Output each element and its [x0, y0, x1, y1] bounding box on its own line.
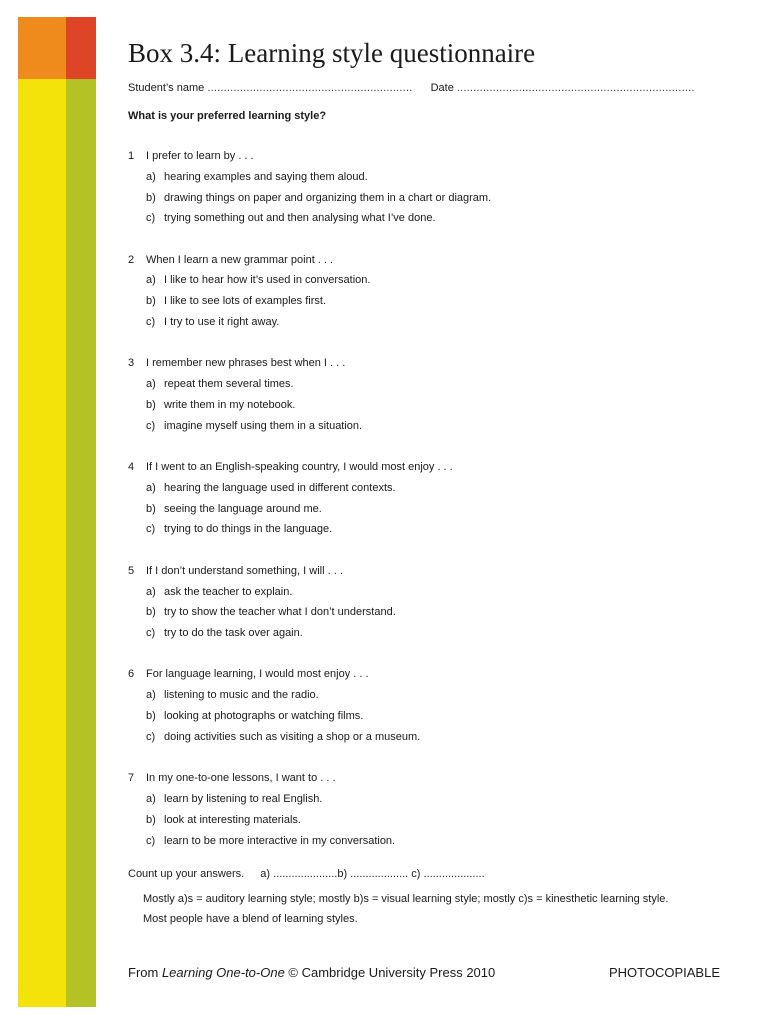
footer-book-title: Learning One-to-One [161, 965, 285, 980]
question-number: 7 [128, 772, 135, 785]
option-text: drawing things on paper and organizing them in a chart or diagram. [164, 191, 492, 204]
question-7 [128, 768, 728, 851]
option-text: imagine myself using them in a situation. [164, 419, 363, 432]
option-letter: c) [146, 834, 156, 847]
option-text: doing activities such as visiting a shop or a museum. [164, 730, 421, 743]
answer-option[interactable] [128, 789, 728, 810]
option-text: learn to be more interactive in my conversation. [164, 834, 396, 847]
count-label: Count up your answers. [128, 868, 245, 880]
answer-option[interactable] [128, 582, 728, 603]
answer-option[interactable] [128, 519, 728, 540]
option-text: repeat them several times. [164, 378, 294, 391]
option-letter: c) [146, 316, 156, 329]
question-number: 3 [128, 357, 135, 370]
question-list [128, 146, 728, 872]
question-3 [128, 353, 728, 436]
count-answers-line [128, 868, 485, 880]
question-text-line [128, 457, 728, 478]
photocopiable-label: PHOTOCOPIABLE [608, 965, 720, 980]
question-text-line [128, 250, 728, 271]
answer-option[interactable] [128, 499, 728, 520]
question-text-line [128, 561, 728, 582]
question-text: When I learn a new grammar point . . . [146, 253, 334, 266]
question-number: 1 [128, 150, 135, 162]
question-text: I prefer to learn by . . . [146, 150, 254, 162]
option-text: I like to see lots of examples first. [164, 295, 327, 308]
answer-option[interactable] [128, 478, 728, 499]
option-letter: a) [146, 170, 156, 183]
option-text: try to show the teacher what I don’t understand. [164, 606, 396, 619]
option-letter: c) [146, 523, 156, 536]
option-letter: a) [146, 689, 156, 702]
question-2 [128, 250, 728, 333]
student-name-field[interactable]: ............................................................... [207, 82, 413, 94]
option-letter: c) [146, 730, 156, 743]
option-text: trying something out and then analysing what I’ve done. [164, 212, 436, 225]
answer-option[interactable] [128, 727, 728, 748]
page-title: Box 3.4: Learning style questionnaire [128, 38, 536, 68]
option-letter: b) [146, 191, 156, 204]
option-text: seeing the language around me. [164, 502, 322, 515]
option-letter: a) [146, 792, 156, 805]
date-field[interactable]: ......................................................................... [456, 82, 695, 94]
page-footer [128, 965, 720, 980]
answer-option[interactable] [128, 270, 728, 291]
option-text: try to do the task over again. [164, 627, 303, 640]
option-letter: a) [146, 274, 156, 287]
accent-bar-orange [18, 17, 66, 79]
option-text: look at interesting materials. [164, 813, 301, 826]
option-letter: c) [146, 419, 156, 432]
question-text: In my one-to-one lessons, I want to . . . [146, 772, 336, 785]
option-text: hearing the language used in different contexts. [164, 481, 396, 494]
accent-bar-yellow [18, 79, 66, 1007]
answer-option[interactable] [128, 706, 728, 727]
option-text: ask the teacher to explain. [164, 585, 293, 598]
option-letter: c) [146, 212, 156, 225]
answer-option[interactable] [128, 291, 728, 312]
question-5 [128, 561, 728, 644]
option-text: write them in my notebook. [164, 398, 296, 411]
footer-credit [128, 965, 495, 980]
footer-from: From [128, 965, 162, 980]
answer-option[interactable] [128, 312, 728, 333]
question-text: If I don’t understand something, I will . . . [146, 564, 343, 577]
summary-line: Mostly a)s = auditory learning style; mostly b)s = visual learning style; mostly c)s = kinesthetic learning style. [143, 893, 669, 905]
accent-bar-red [66, 17, 96, 79]
question-6 [128, 664, 728, 747]
option-letter: b) [146, 710, 156, 723]
question-text: If I went to an English-speaking country, I would most enjoy . . . [146, 461, 453, 474]
option-letter: b) [146, 502, 156, 515]
question-4 [128, 457, 728, 540]
option-text: learn by listening to real English. [164, 792, 323, 805]
summary-line: Most people have a blend of learning styles. [143, 913, 358, 925]
date-label: Date [430, 82, 454, 94]
option-text: I try to use it right away. [164, 316, 280, 329]
option-letter: c) [146, 627, 156, 640]
question-text-line [128, 353, 728, 374]
answer-option[interactable] [128, 188, 728, 209]
answer-option[interactable] [128, 167, 728, 188]
answer-option[interactable] [128, 685, 728, 706]
answer-option[interactable] [128, 831, 728, 852]
student-name-label: Student’s name [128, 82, 205, 94]
question-text: I remember new phrases best when I . . . [146, 357, 346, 370]
question-number: 2 [128, 253, 135, 266]
accent-bar-green [66, 79, 96, 1007]
option-letter: b) [146, 813, 156, 826]
answer-option[interactable] [128, 208, 728, 229]
option-text: listening to music and the radio. [164, 689, 319, 702]
option-letter: b) [146, 398, 156, 411]
question-text-line [128, 664, 728, 685]
student-info-line [128, 82, 723, 94]
questionnaire-subtitle: What is your preferred learning style? [128, 110, 327, 122]
answer-option[interactable] [128, 416, 728, 437]
question-1 [128, 146, 728, 229]
option-letter: a) [146, 481, 156, 494]
question-number: 4 [128, 461, 135, 474]
option-letter: b) [146, 295, 156, 308]
option-text: trying to do things in the language. [164, 523, 333, 536]
question-text: For language learning, I would most enjoy . . . [146, 668, 369, 681]
question-number: 6 [128, 668, 135, 681]
count-b-field[interactable]: b) ................... [337, 868, 409, 880]
option-letter: a) [146, 378, 156, 391]
answer-option[interactable] [128, 810, 728, 831]
count-a-field[interactable]: a) ..................... [260, 868, 338, 880]
answer-option[interactable] [128, 623, 728, 644]
answer-option[interactable] [128, 395, 728, 416]
option-text: looking at photographs or watching films. [164, 710, 364, 723]
question-text-line [128, 768, 728, 789]
footer-copyright: © Cambridge University Press 2010 [284, 965, 496, 980]
option-letter: b) [146, 606, 156, 619]
results-summary [143, 889, 668, 929]
question-text-line [128, 146, 728, 167]
option-text: I like to hear how it’s used in conversation. [164, 274, 371, 287]
count-c-field[interactable]: c) .................... [411, 868, 485, 880]
option-letter: a) [146, 585, 156, 598]
option-text: hearing examples and saying them aloud. [164, 170, 368, 183]
answer-option[interactable] [128, 374, 728, 395]
answer-option[interactable] [128, 602, 728, 623]
question-number: 5 [128, 564, 135, 577]
